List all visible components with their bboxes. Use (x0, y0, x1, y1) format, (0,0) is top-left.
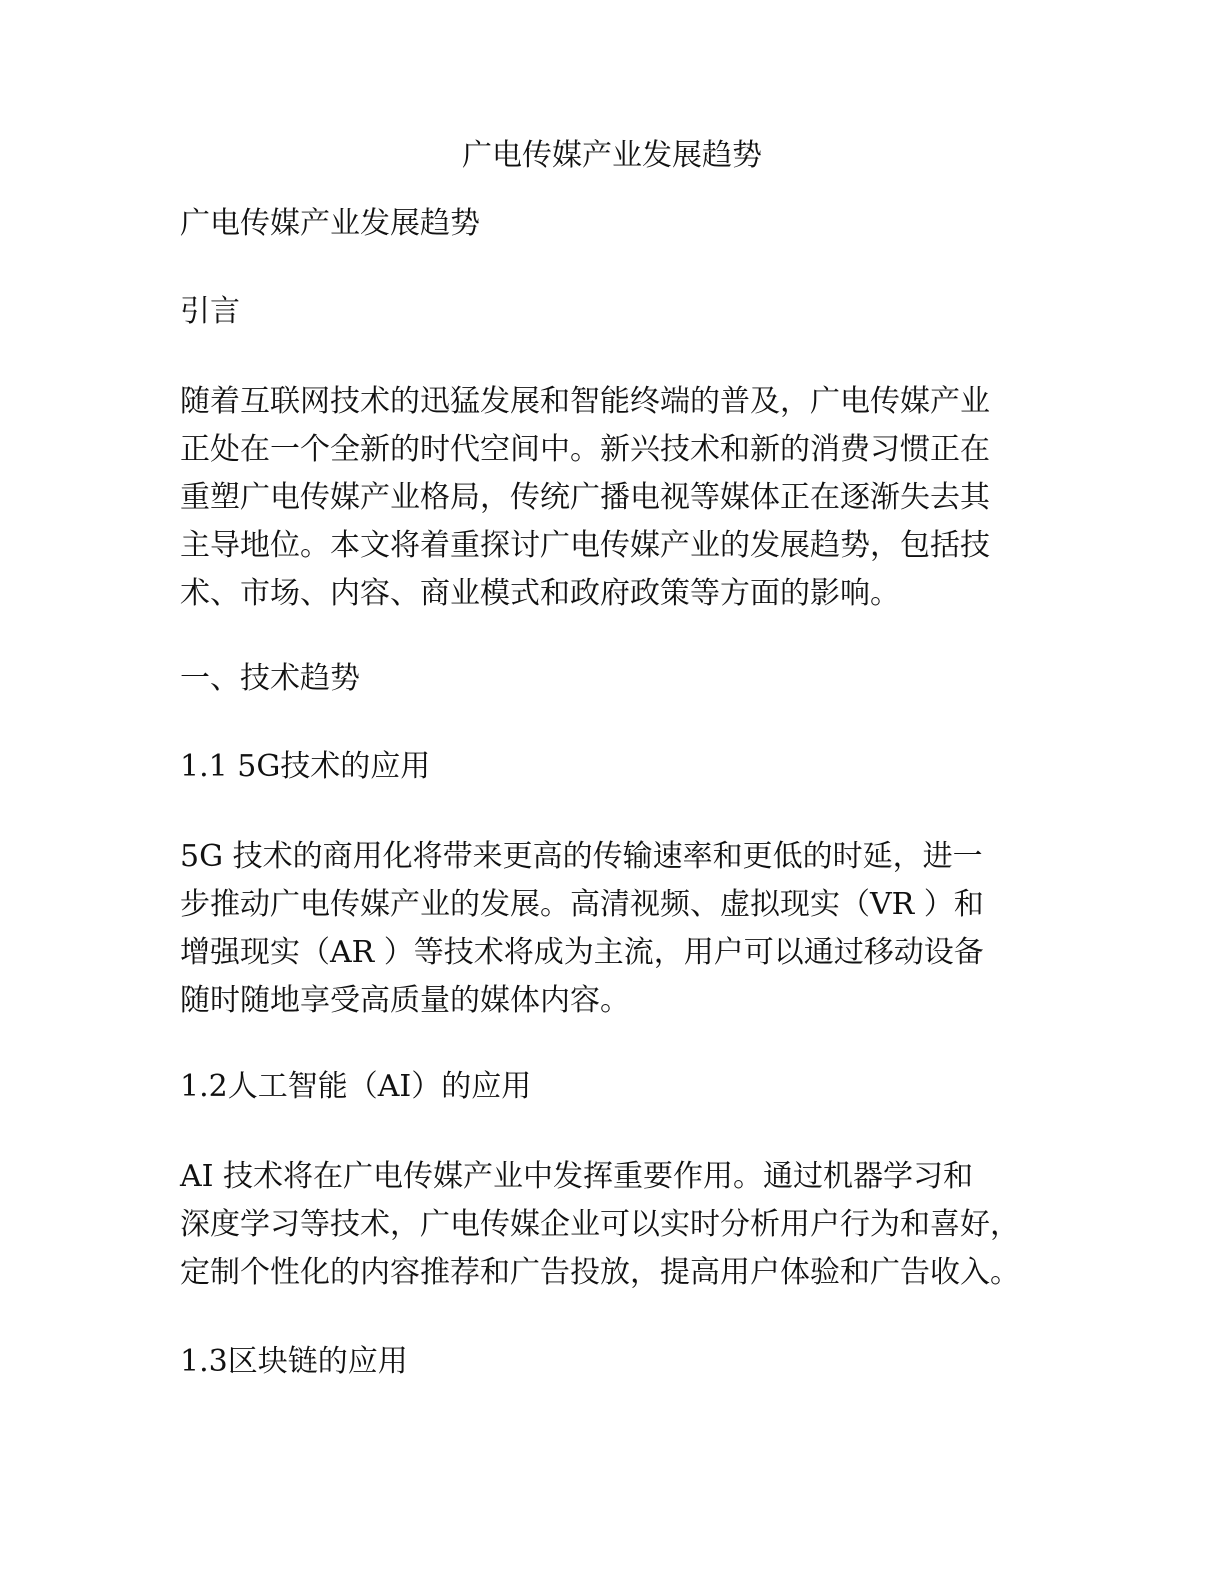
paragraph-line: 随时随地享受高质量的媒体内容。 (180, 983, 630, 1018)
paragraph-line: 正处在一个全新的时代空间中。新兴技术和新的消费习惯正在 (180, 432, 990, 467)
subsection-1-3-heading: 1.3区块链的应用 (180, 1344, 408, 1379)
subsection-1-1-heading: 1.1 5G技术的应用 (180, 749, 431, 784)
section1-heading: 一、技术趋势 (180, 661, 360, 696)
subsection-1-2-heading: 1.2人工智能（AI）的应用 (180, 1069, 532, 1104)
intro-paragraph (180, 378, 1060, 618)
paragraph-line: 定制个性化的内容推荐和广告投放，提高用户体验和广告收入。 (180, 1255, 1020, 1290)
paragraph-line: 深度学习等技术，广电传媒企业可以实时分析用户行为和喜好， (180, 1207, 1020, 1242)
document-title: 广电传媒产业发展趋势 (462, 138, 762, 173)
intro-heading: 引言 (180, 294, 240, 329)
paragraph-line: 术、市场、内容、商业模式和政府政策等方面的影响。 (180, 576, 900, 611)
document-subtitle: 广电传媒产业发展趋势 (180, 206, 480, 241)
paragraph-line: 主导地位。本文将着重探讨广电传媒产业的发展趋势，包括技 (180, 528, 990, 563)
paragraph-line: 增强现实（AR ）等技术将成为主流，用户可以通过移动设备 (180, 935, 984, 970)
paragraph-line: 步推动广电传媒产业的发展。高清视频、虚拟现实（VR ）和 (180, 887, 984, 922)
paragraph-line: AI 技术将在广电传媒产业中发挥重要作用。通过机器学习和 (180, 1159, 974, 1194)
subsection-1-1-paragraph (180, 833, 1060, 1025)
paragraph-line: 重塑广电传媒产业格局，传统广播电视等媒体正在逐渐失去其 (180, 480, 990, 515)
subsection-1-2-paragraph (180, 1153, 1060, 1297)
paragraph-line: 随着互联网技术的迅猛发展和智能终端的普及，广电传媒产业 (180, 384, 990, 419)
paragraph-line: 5G 技术的商用化将带来更高的传输速率和更低的时延，进一 (180, 839, 983, 874)
